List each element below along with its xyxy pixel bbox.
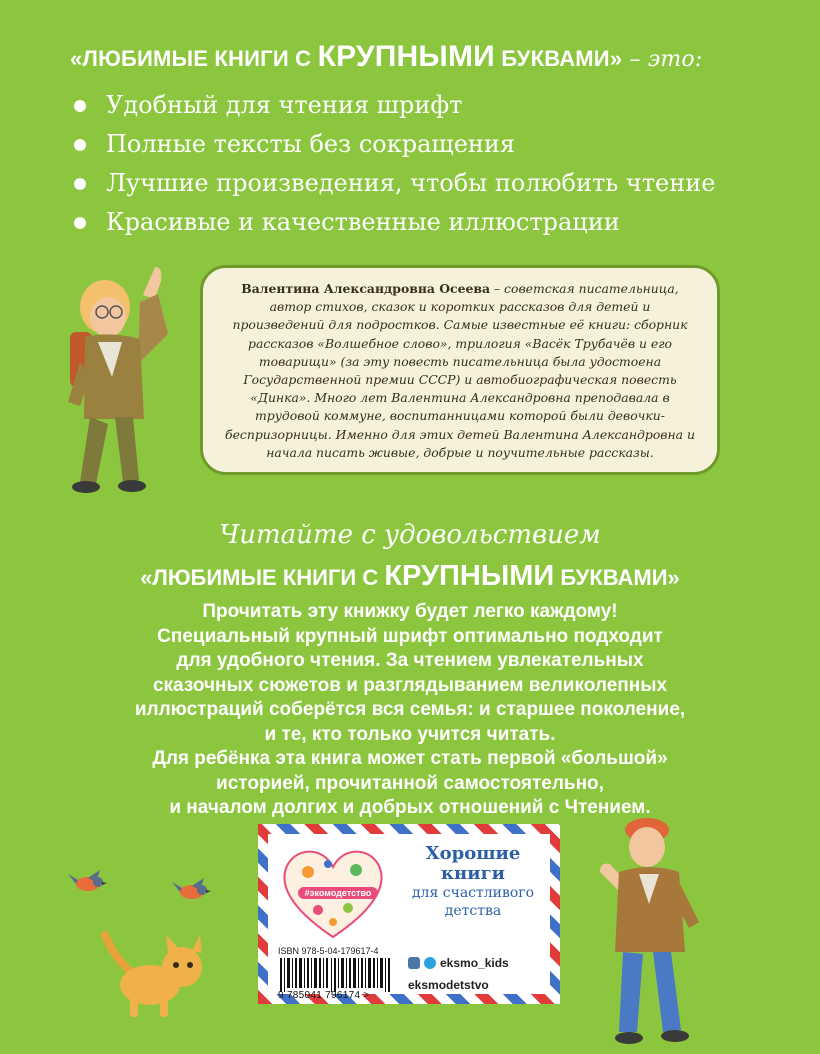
bullet-dot-icon: [74, 100, 86, 112]
bullet-dot-icon: [74, 178, 86, 190]
promo-line: иллюстраций соберётся вся семья: и старшее поколение,: [134, 699, 686, 720]
heart-logo: [278, 842, 388, 942]
heart-hashtag: #экомодетство: [298, 887, 378, 899]
subtitle: Читайте с удовольствием: [219, 520, 601, 550]
headline-part2: БУКВАМИ»: [494, 46, 623, 71]
promo-line: Прочитать эту книжку будет легко каждому!: [202, 601, 618, 622]
promo-line: и началом долгих и добрых отношений с Чтением.: [169, 797, 651, 818]
boy-glasses-illustration: [60, 262, 195, 497]
slogan-line: книги: [441, 863, 505, 884]
series-part1: «ЛЮБИМЫЕ КНИГИ С: [140, 565, 385, 590]
author-name: Валентина Александровна Осеева: [241, 281, 490, 296]
vk-icon: [408, 957, 420, 969]
promo-line: Для ребёнка эта книга может стать первой «большой»: [152, 748, 668, 769]
slogan-line: детства: [444, 903, 502, 919]
barcode-icon: [278, 958, 398, 992]
feature-item: Лучшие произведения, чтобы полюбить чтение: [70, 164, 715, 203]
barcode-digits: 9 785041 796174 >: [278, 990, 370, 1001]
kitten-illustration: [100, 925, 212, 1020]
series-big: КРУПНЫМИ: [384, 560, 555, 592]
promo-line: Специальный крупный шрифт оптимально подходит: [157, 625, 663, 647]
author-bio-text: – советская писательница, автор стихов, сказок и коротких рассказов для детей и произведений для подростков. Самые известные её книги: сборник рассказов «Волшебное слово», трилогия «Васёк Трубачёв и его товарищи» (за эту повесть писательница была удостоена Государственной премии СССР) и автобиографическая повесть «Динка». Много лет Валентина Александровна преподавала в трудовой коммуне, воспитанницами которой были девочки-беспризорницы. Именно для этих детей Валентина Александровна и начала писать живые, добрые и поучительные рассказы.: [225, 281, 695, 460]
headline-tail: – это:: [622, 47, 703, 72]
headline: [70, 40, 703, 74]
boy-cap-illustration: [595, 812, 725, 1052]
airmail-card: [258, 824, 560, 1004]
social-links: [408, 952, 509, 996]
promo-text: [0, 600, 820, 821]
bullet-dot-icon: [74, 139, 86, 151]
slogan: [398, 844, 548, 920]
social-row-detstvo[interactable]: [408, 974, 509, 996]
headline-big: КРУПНЫМИ: [317, 40, 495, 73]
bird-icon: [68, 868, 108, 896]
isbn-text: ISBN 978-5-04-179617-4: [278, 946, 379, 956]
bullet-dot-icon: [74, 217, 86, 229]
promo-line: для удобного чтения. За чтением увлекательных: [176, 650, 644, 671]
headline-part1: «ЛЮБИМЫЕ КНИГИ С: [70, 46, 318, 71]
bird-icon: [172, 876, 212, 904]
social-row-kids[interactable]: [408, 952, 509, 974]
feature-list: [70, 86, 715, 242]
promo-line: сказочных сюжетов и разглядыванием великолепных: [152, 674, 668, 696]
promo-line: историей, прочитанной самостоятельно,: [216, 772, 604, 794]
slogan-line: для счастливого: [411, 885, 535, 901]
series-part2: БУКВАМИ»: [554, 565, 680, 590]
feature-item: Удобный для чтения шрифт: [70, 86, 715, 125]
promo-line: и те, кто только учится читать.: [264, 723, 556, 745]
feature-item: Красивые и качественные иллюстрации: [70, 203, 715, 242]
series-title: [0, 560, 820, 593]
feature-item: Полные тексты без сокращения: [70, 125, 715, 164]
telegram-icon: [424, 957, 436, 969]
author-bio-box: [200, 265, 720, 475]
slogan-line: Хорошие: [425, 843, 521, 864]
social-handle: eksmodetstvo: [408, 978, 489, 992]
social-handle: eksmo_kids: [440, 956, 509, 970]
